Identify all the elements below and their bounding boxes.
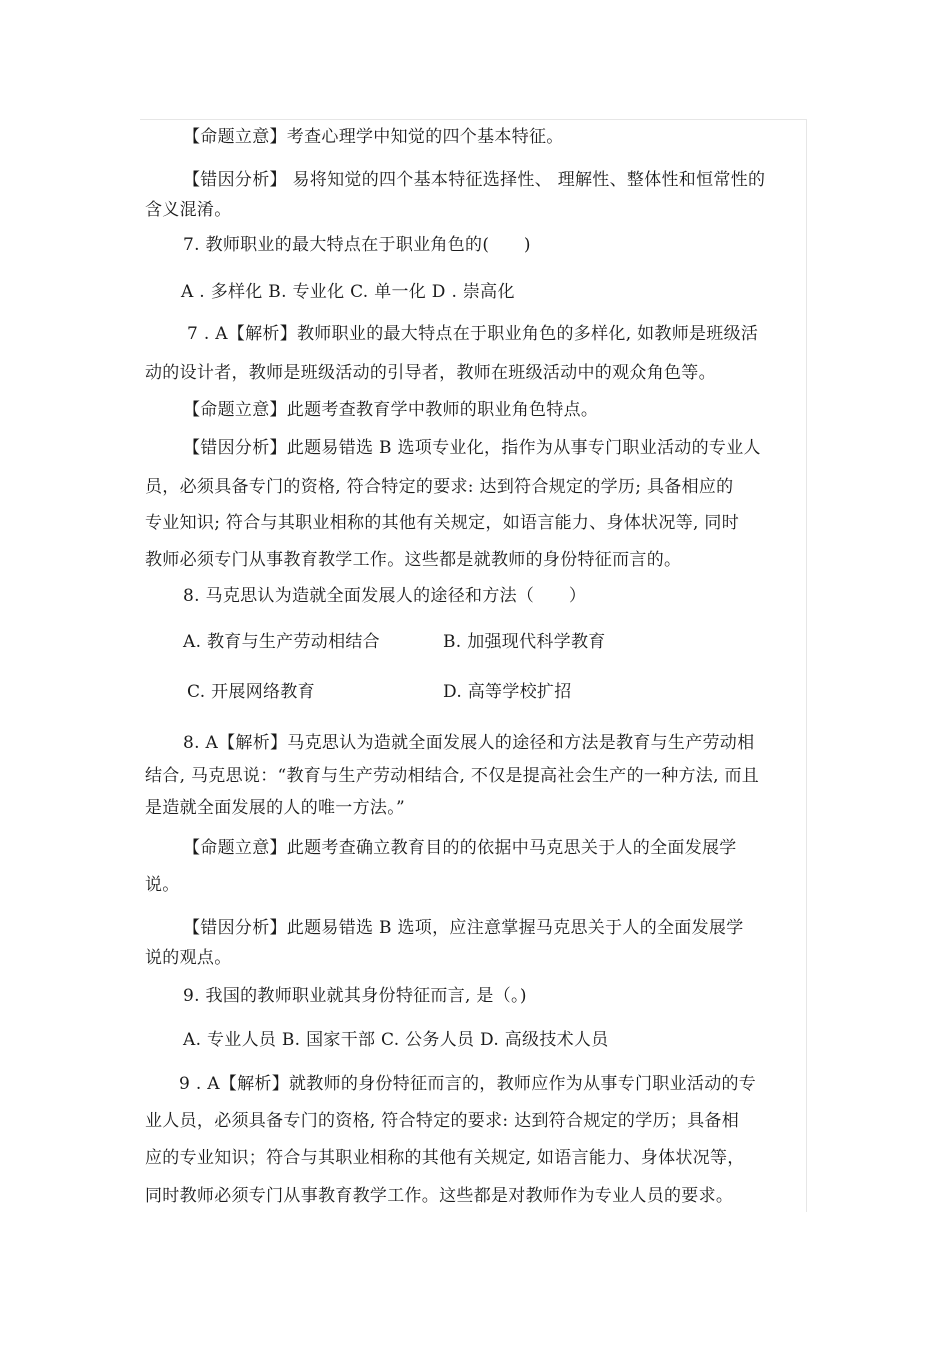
- q9-answer-line-4: 同时教师必须专门从事教育教学工作。这些都是对教师作为专业人员的要求。: [145, 1186, 734, 1206]
- q9-answer-line-3: 应的专业知识；符合与其职业相称的其他有关规定, 如语言能力、身体状况等，: [145, 1148, 745, 1168]
- q8-question: 8. 马克思认为造就全面发展人的途径和方法（ ）: [183, 586, 587, 606]
- q7-answer-line-1: 7 . A【解析】教师职业的最大特点在于职业角色的多样化, 如教师是班级活: [187, 324, 759, 344]
- q7-options: A . 多样化 B. 专业化 C. 单一化 D . 崇高化: [181, 282, 515, 302]
- q8-error-analysis-line-1: 【错因分析】此题易错选 B 选项，应注意掌握马克思关于人的全面发展学: [183, 918, 744, 938]
- q8-option-a: A. 教育与生产劳动相结合: [183, 632, 380, 652]
- q9-answer-line-1: 9 . A【解析】就教师的身份特征而言的，教师应作为从事专门职业活动的专: [179, 1074, 757, 1094]
- page-frame-right-border: [806, 119, 807, 1212]
- q7-error-analysis-line-1: 【错因分析】此题易错选 B 选项专业化，指作为从事专门职业活动的专业人: [183, 438, 761, 458]
- q8-option-c: C. 开展网络教育: [187, 682, 315, 702]
- q6-error-analysis-line-1: 【错因分析】 易将知觉的四个基本特征选择性、 理解性、整体性和恒常性的: [183, 170, 766, 190]
- q7-answer-line-2: 动的设计者，教师是班级活动的引导者，教师在班级活动中的观众角色等。: [145, 363, 716, 383]
- q8-answer-line-1: 8. A【解析】马克思认为造就全面发展人的途径和方法是教育与生产劳动相: [183, 733, 755, 753]
- q9-question: 9. 我国的教师职业就其身份特征而言, 是（。): [183, 986, 527, 1006]
- q8-intent-line-1: 【命题立意】此题考查确立教育目的的依据中马克思关于人的全面发展学: [183, 838, 737, 858]
- q7-question: 7. 教师职业的最大特点在于职业角色的( ): [183, 235, 531, 255]
- q9-answer-line-2: 业人员，必须具备专门的资格, 符合特定的要求: 达到符合规定的学历；具备相: [145, 1111, 740, 1131]
- q9-options: A. 专业人员 B. 国家干部 C. 公务人员 D. 高级技术人员: [183, 1030, 609, 1050]
- q6-intent-line: 【命题立意】考查心理学中知觉的四个基本特征。: [183, 127, 564, 147]
- q8-answer-line-2: 结合, 马克思说：“教育与生产劳动相结合, 不仅是提高社会生产的一种方法, 而且: [145, 766, 760, 786]
- q8-option-b: B. 加强现代科学教育: [443, 632, 606, 652]
- q8-intent-line-2: 说。: [145, 875, 180, 895]
- q8-option-d: D. 高等学校扩招: [443, 682, 572, 702]
- q7-error-analysis-line-3: 专业知识; 符合与其职业相称的其他有关规定，如语言能力、身体状况等, 同时: [145, 513, 740, 533]
- q7-intent-line: 【命题立意】此题考查教育学中教师的职业角色特点。: [183, 400, 599, 420]
- page-frame-top-border: [140, 119, 807, 120]
- q7-error-analysis-line-2: 员，必须具备专门的资格, 符合特定的要求: 达到符合规定的学历; 具备相应的: [145, 477, 734, 497]
- q7-error-analysis-line-4: 教师必须专门从事教育教学工作。这些都是就教师的身份特征而言的。: [145, 550, 682, 570]
- q8-error-analysis-line-2: 说的观点。: [145, 948, 232, 968]
- q8-answer-line-3: 是造就全面发展的人的唯一方法。”: [145, 798, 405, 818]
- q6-error-analysis-line-2: 含义混淆。: [145, 200, 232, 220]
